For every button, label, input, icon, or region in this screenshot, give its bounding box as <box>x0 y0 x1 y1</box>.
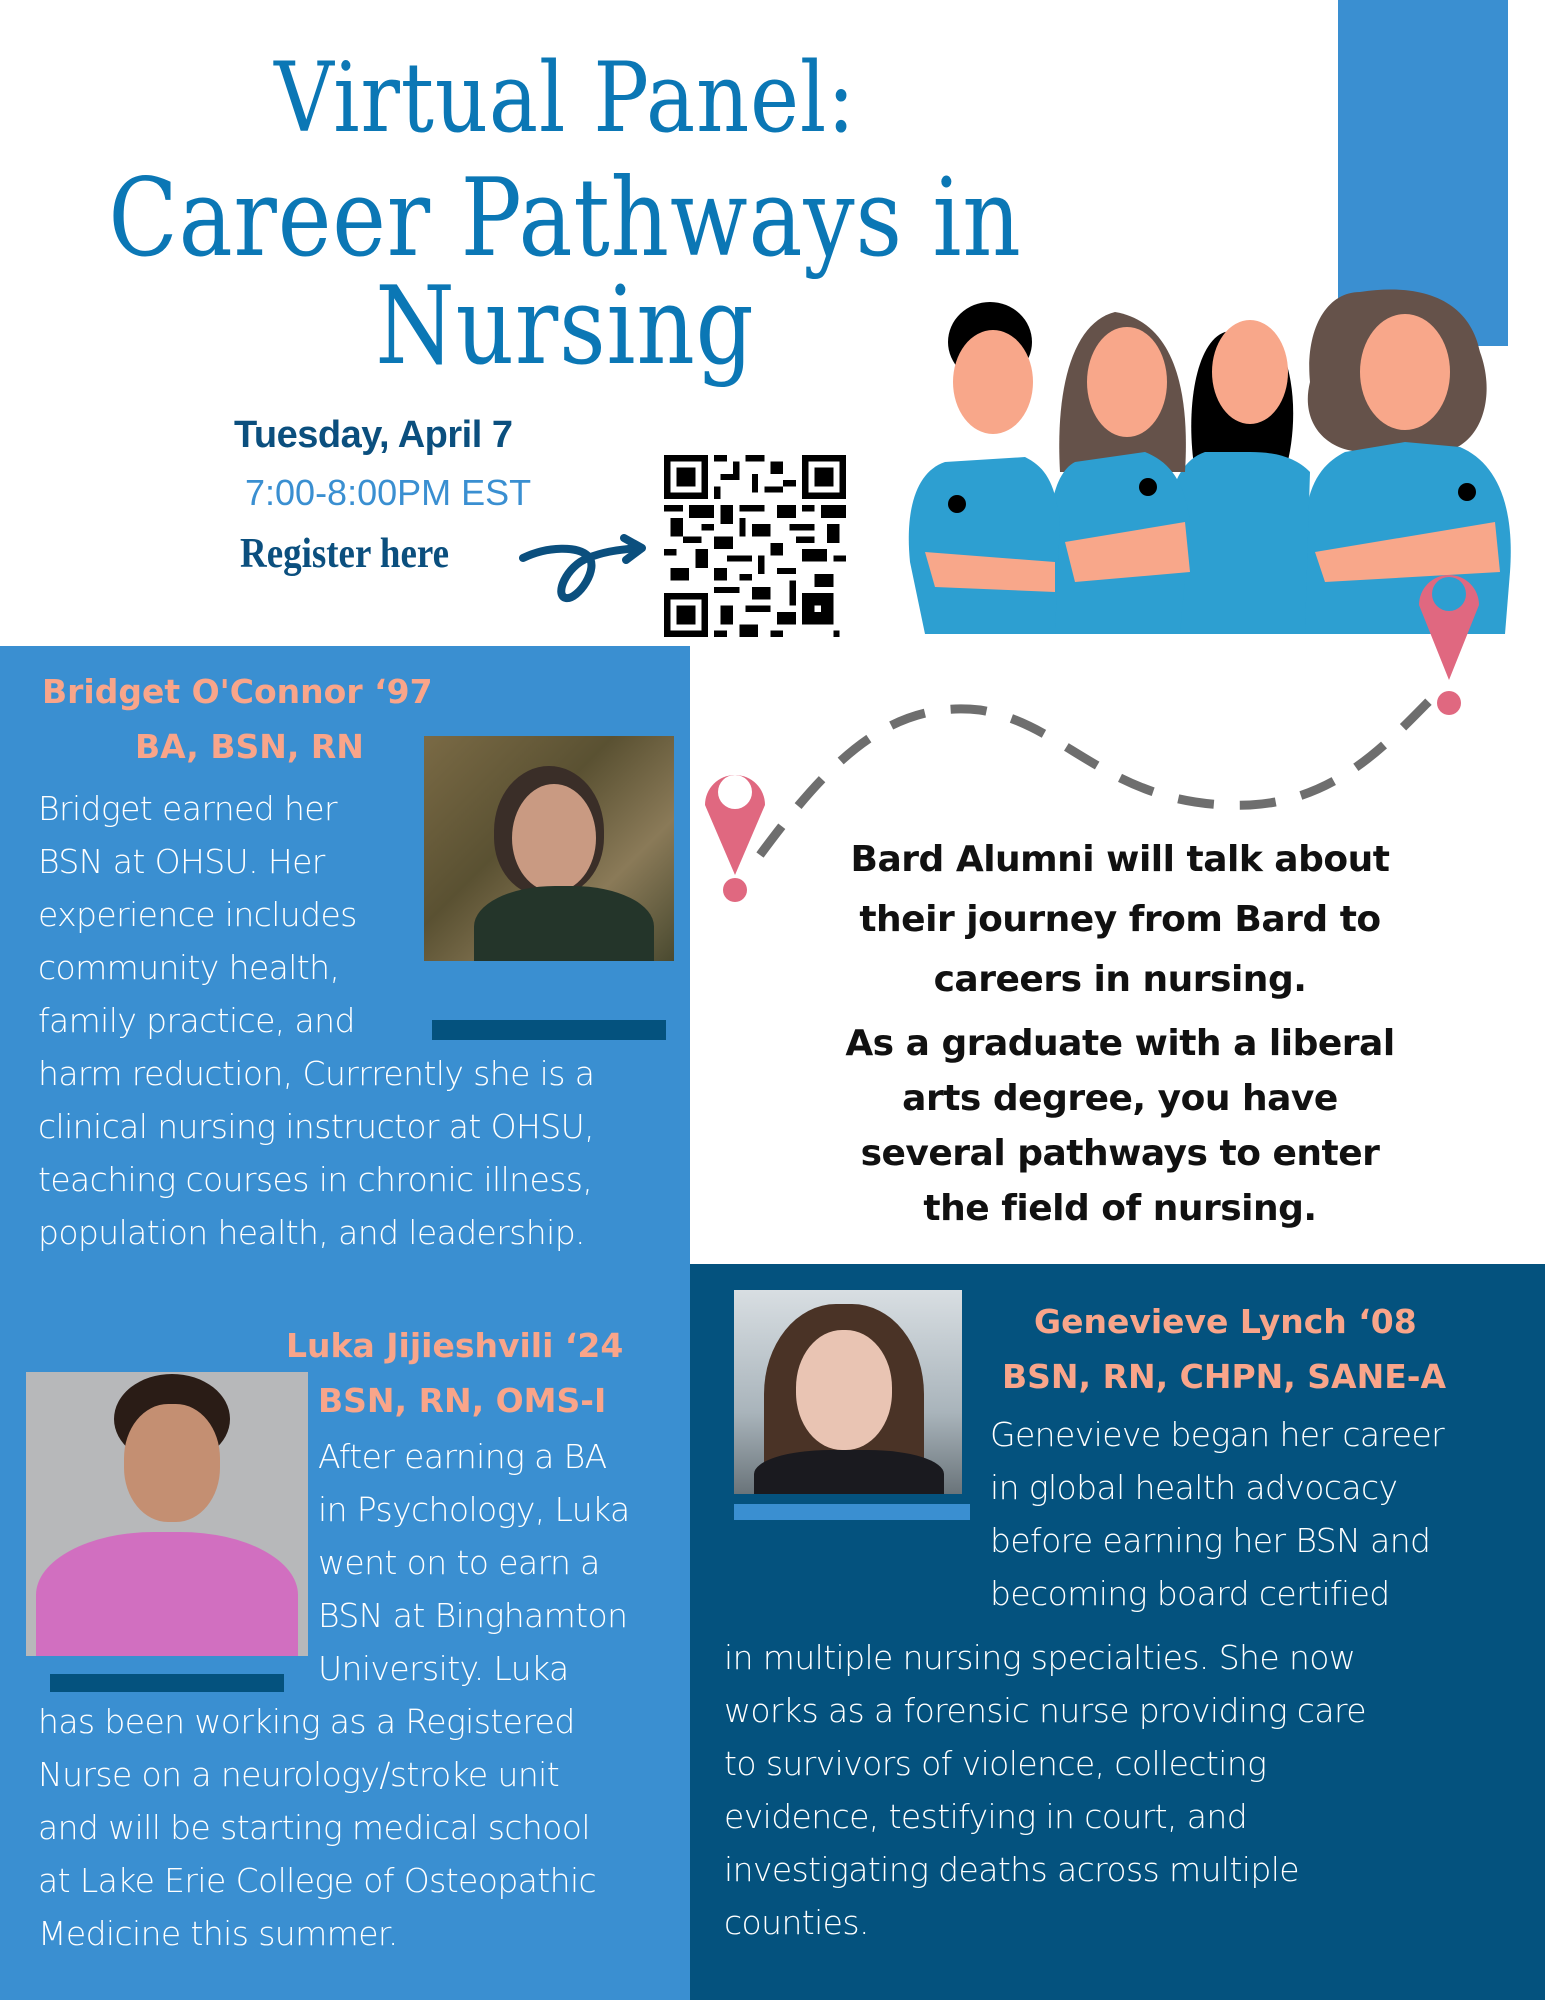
panelist-2-bio-top: After earning a BA in Psychology, Luka went on to earn a BSN at Binghamton University. Luka <box>318 1437 630 1688</box>
panelist-3-bio-bottom: in multiple nursing specialties. She now works as a forensic nurse providing care to survivors of violence, collecting evidence, testifying in court, and investigating deaths across multiple counties. <box>724 1638 1366 1942</box>
panelist-2-accent-bar <box>50 1674 284 1692</box>
panelist-3-name: Genevieve Lynch ‘08 <box>1034 1302 1417 1341</box>
panelist-2-photo <box>26 1372 308 1656</box>
panelist-2-bio-bottom: has been working as a Registered Nurse on a neurology/stroke unit and will be starting medical school at Lake Erie College of Osteopathic Medicine this summer. <box>38 1702 597 1953</box>
event-date: Tuesday, April 7 <box>234 414 513 456</box>
register-link[interactable]: Register here <box>240 531 450 577</box>
title-line-3: Nursing <box>375 264 755 389</box>
intro-text: Bard Alumni will talk about their journey from Bard to careers in nursing. <box>850 839 1390 1000</box>
panelist-2-credentials: BSN, RN, OMS-I <box>318 1381 607 1420</box>
intro-text-2: As a graduate with a liberal arts degree, you have several pathways to enter the field of nursing. <box>845 1023 1395 1229</box>
title-line-2: Career Pathways in <box>108 156 1022 281</box>
curly-arrow-icon <box>518 528 648 608</box>
panelist-1-bio: Bridget earned her BSN at OHSU. Her experience includes community health, family practice, and harm reduction, Currrently she is a clinical nursing instructor at OHSU, teaching courses in chronic illness, population health, and leadership. <box>38 789 595 1252</box>
panelist-1-credentials: BA, BSN, RN <box>135 727 364 766</box>
map-pin-right-icon <box>1419 575 1479 715</box>
panelist-1-name: Bridget O'Connor ‘97 <box>42 672 433 711</box>
panelist-2-name: Luka Jijieshvili ‘24 <box>286 1326 624 1365</box>
event-time: 7:00-8:00PM EST <box>245 472 532 513</box>
panelist-3-accent-bar <box>734 1504 970 1520</box>
panelist-3-bio-top: Genevieve began her career in global health advocacy before earning her BSN and becoming board certified <box>990 1415 1445 1613</box>
panelist-3-photo <box>734 1290 962 1494</box>
title-line-1: Virtual Panel: <box>274 42 856 154</box>
map-pin-left-icon <box>705 775 765 902</box>
panelist-3-credentials: BSN, RN, CHPN, SANE-A <box>1002 1357 1446 1396</box>
